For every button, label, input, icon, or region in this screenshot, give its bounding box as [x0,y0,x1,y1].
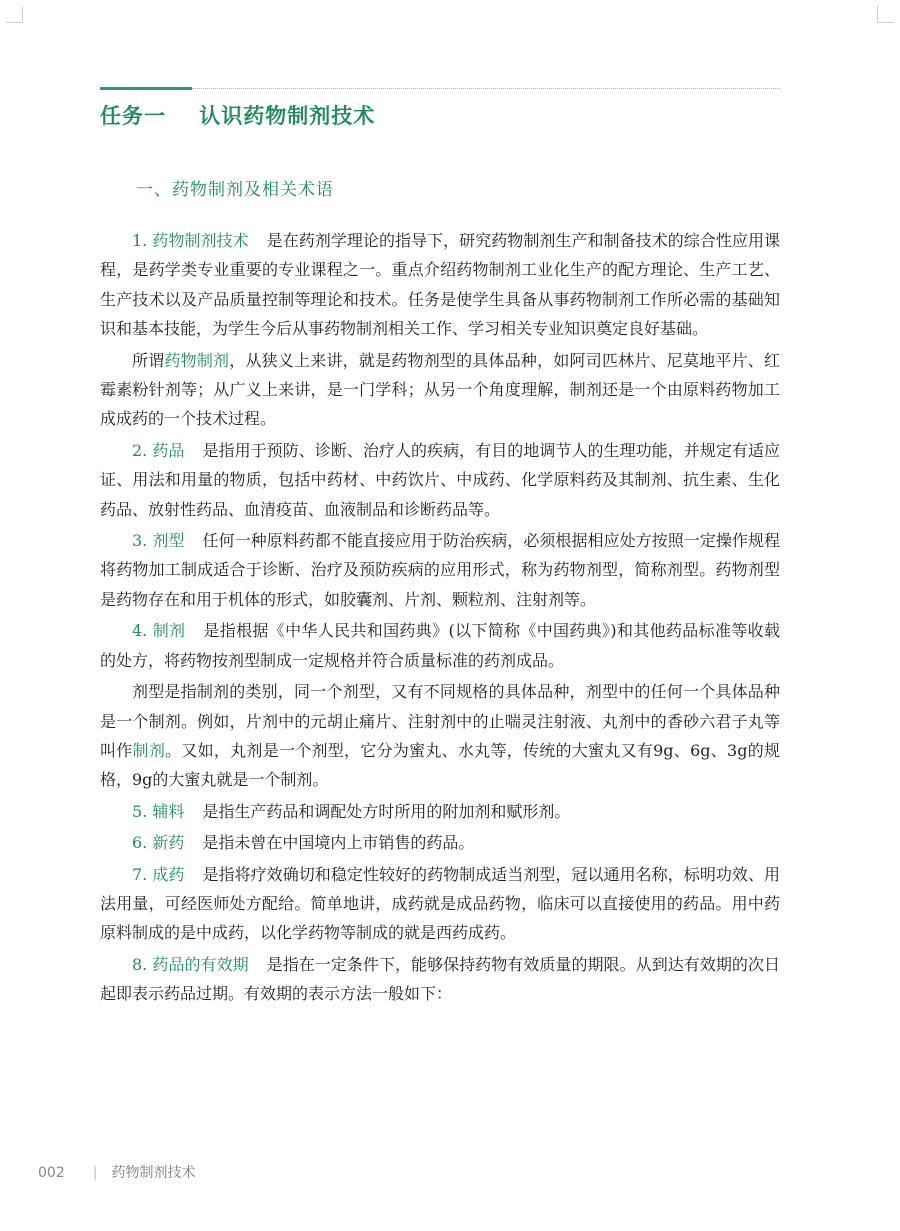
paragraph-text-lead: 所谓 [132,350,165,370]
paragraph-text: 是指生产药品和调配处方时所用的附加剂和赋形剂。 [202,801,571,821]
paragraph-text: 是指未曾在中国境内上市销售的药品。 [202,833,475,853]
term-heading: 剂型 [152,531,185,551]
term-number: 7. [132,864,148,884]
term-number: 8. [132,954,148,974]
paragraph-4 [100,526,780,614]
term-number: 1. [132,231,148,250]
paragraph-text: 。又如，丸剂是一个剂型，它分为蜜丸、水丸等，传统的大蜜丸又有9g、6g、3g的规格，9g的大蜜丸就是一个制剂。 [100,740,780,790]
term-heading: 新药 [152,833,185,853]
footer-book-title: 药物制剂技术 [111,1165,196,1181]
crop-mark-top-left [6,6,23,23]
page-footer [38,1162,195,1182]
crop-mark-top-right [877,6,894,23]
paragraph-text: 是指将疗效确切和稳定性较好的药物制成适当剂型，冠以通用名称，标明功效、用法用量，可经医师处方配给。简单地讲，成药就是成品药物，临床可以直接使用的药品。用中药原料制成的是中成药，以化学药物等制成的就是西药成药。 [100,864,780,943]
section-title: 一、药物制剂及相关术语 [136,180,334,200]
paragraph-8 [100,828,780,857]
body-text [100,226,780,1011]
term-number: 6. [132,833,148,853]
paragraph-10 [100,950,780,1009]
term-heading: 制剂 [152,621,186,641]
paragraph-9 [100,860,780,948]
paragraph-3 [100,436,780,524]
paragraph-text: 是指在一定条件下，能够保持药物有效质量的期限。从到达有效期的次日起即表示药品过期。有效期的表示方法一般如下： [100,954,780,1004]
term-heading: 药品的有效期 [152,954,249,974]
paragraph-text: 是指根据《中华人民共和国药典》(以下简称《中国药典》)和其他药品标准等收载的处方，将药物按剂型制成一定规格并符合质量标准的药剂成品。 [100,621,780,670]
paragraph-text: ，从狭义上来讲，就是药物剂型的具体品种，如阿司匹林片、尼莫地平片、红霉素粉针剂等；从广义上来讲，是一门学科；从另一个角度理解，制剂还是一个由原料药物加工成成药的一个技术过程。 [100,350,780,429]
term-number: 2. [132,440,148,460]
term-heading: 成药 [152,864,185,884]
paragraph-text: 任何一种原料药都不能直接应用于防治疾病，必须根据相应处方按照一定操作规程将药物加工制成适合于诊断、治疗及预防疾病的应用形式，称为药物剂型，简称剂型。药物剂型是药物存在和用于机体的形式，如胶囊剂、片剂、颗粒剂、注射剂等。 [100,531,780,609]
term-heading: 药品 [152,440,185,460]
paragraph-7 [100,797,780,826]
header-rule-accent [100,87,192,90]
term-heading: 药物制剂技术 [152,231,249,250]
paragraph-text-lead: 剂型是指制剂的类别，同一个剂型，又有不同规格的具体品种，剂型中的任何一个具体品种是一个制剂。例如，片剂中的元胡止痛片、注射剂中的止喘灵注射液、丸剂中的香砂六君子丸等叫作 [100,682,780,760]
paragraph-text: 是在药剂学理论的指导下，研究药物制剂生产和制备技术的综合性应用课程，是药学类专业重要的专业课程之一。重点介绍药物制剂工业化生产的配方理论、生产工艺、生产技术以及产品质量控制等理论和技术。任务是使学生具备从事药物制剂工作所必需的基础知识和基本技能，为学生今后从事药物制剂相关工作、学习相关专业知识奠定良好基础。 [100,231,780,339]
term-highlight: 制剂 [132,740,166,760]
paragraph-1 [100,226,780,344]
task-title: 任务一 认识药物制剂技术 [100,104,376,128]
paragraph-6 [100,677,780,795]
term-heading: 辅料 [152,801,185,821]
header-rule-dotted [192,88,780,89]
paragraph-text: 是指用于预防、诊断、治疗人的疾病，有目的地调节人的生理功能，并规定有适应证、用法和用量的物质，包括中药材、中药饮片、中成药、化学原料药及其制剂、抗生素、生化药品、放射性药品、血清疫苗、血液制品和诊断药品等。 [100,440,780,519]
footer-separator: | [92,1165,98,1181]
page-number: 002 [38,1165,65,1181]
term-highlight: 药物制剂 [164,350,230,370]
term-number: 3. [132,531,148,551]
paragraph-5 [100,616,780,675]
term-number: 4. [132,621,148,641]
paragraph-2 [100,346,780,434]
term-number: 5. [132,801,148,821]
